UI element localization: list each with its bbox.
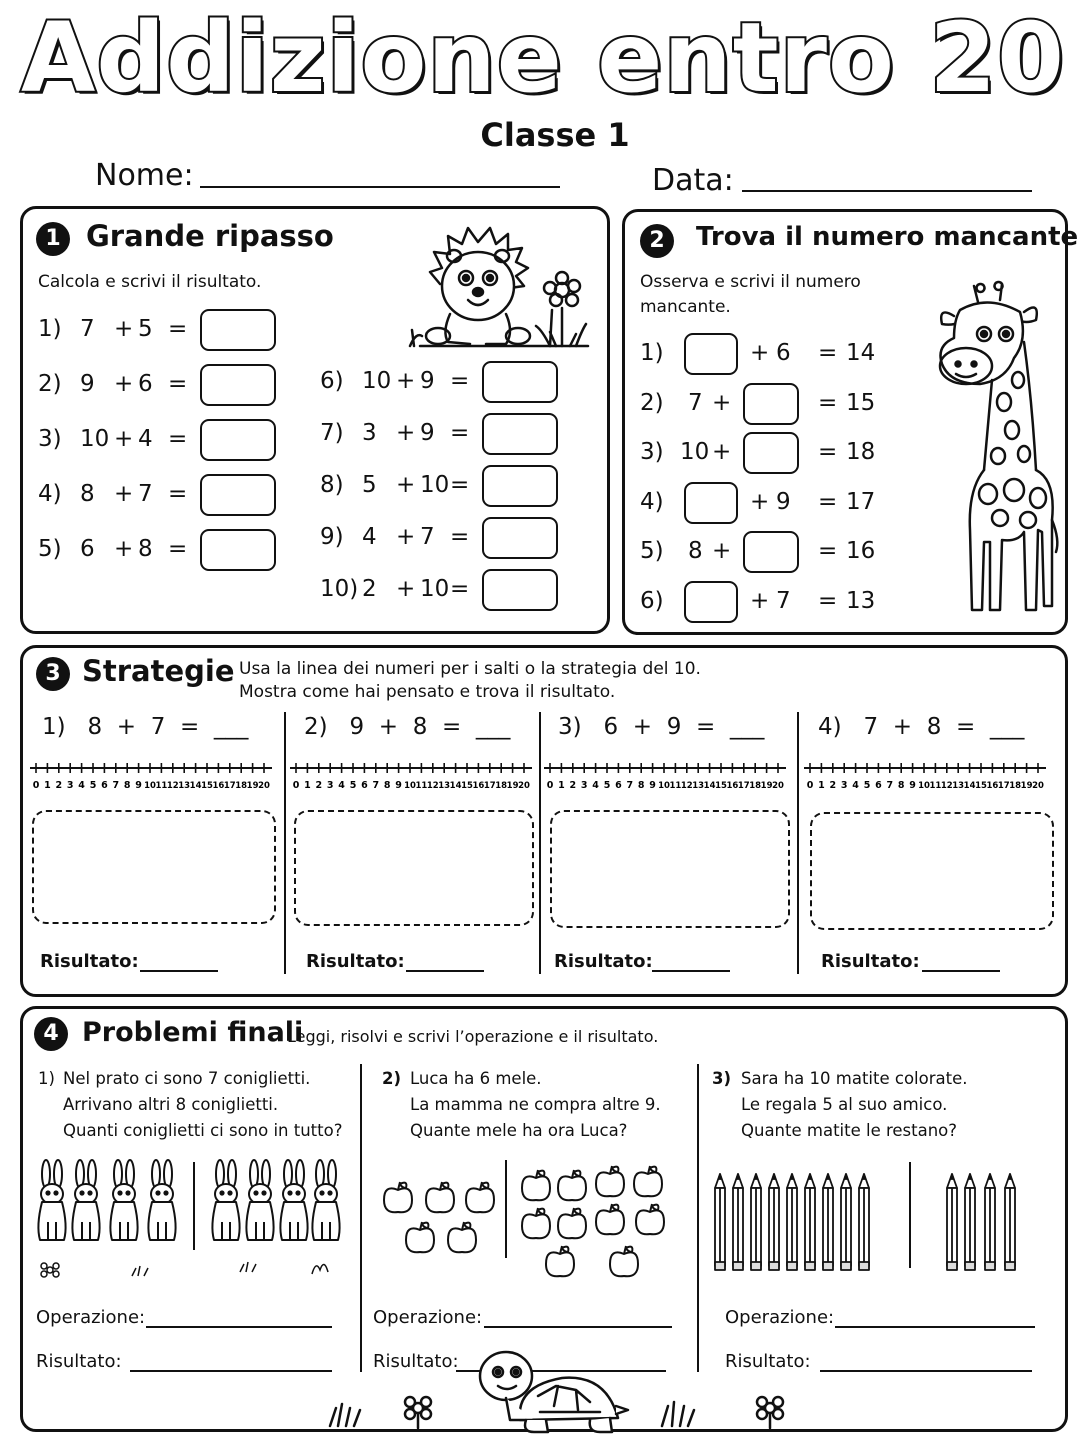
section-4-divider-2 <box>697 1064 699 1372</box>
number-line-label: 12 <box>940 781 953 791</box>
s1-equals-sign: = <box>450 420 470 446</box>
s1-addend-a: 2 <box>362 576 377 602</box>
s3-exercise-label: 2) 9 + 8 = ___ <box>304 714 511 740</box>
name-label: Nome: <box>95 158 194 193</box>
s3-column-divider <box>284 712 286 974</box>
section-4-title: Problemi finali <box>82 1017 304 1048</box>
number-line-label: 14 <box>189 781 202 791</box>
s2-plus-sign: + <box>750 340 770 366</box>
s1-answer-box[interactable] <box>200 309 276 351</box>
number-line-label: 1 <box>304 780 311 791</box>
s2-addend-a: 7 <box>688 389 703 416</box>
number-line-label: 6 <box>615 780 622 791</box>
s2-addend-b: 9 <box>776 488 791 515</box>
s2-plus-sign: + <box>712 389 732 416</box>
number-line-label: 10 <box>144 781 156 791</box>
number-line-label: 0 <box>806 780 814 791</box>
s3-result-label: Risultato: <box>821 951 920 972</box>
s3-result-field[interactable] <box>652 970 730 972</box>
s4-problem-number: 3) <box>712 1069 732 1088</box>
name-field[interactable] <box>200 186 560 188</box>
worksheet-title: Addizione entro 20 <box>21 2 1065 114</box>
number-line-label: 19 <box>760 781 773 791</box>
s1-addend-b: 8 <box>138 536 153 562</box>
s1-addend-a: 10 <box>80 426 110 452</box>
pencils-illustration <box>706 1160 1046 1270</box>
s4-problem-text: Le regala 5 al suo amico. <box>741 1095 948 1114</box>
number-line-label: 13 <box>178 781 191 791</box>
number-line-label: 0 <box>32 780 40 791</box>
s1-answer-box[interactable] <box>200 529 276 571</box>
s1-answer-box[interactable] <box>482 465 558 507</box>
section-1-instruction: Calcola e scrivi il risultato. <box>38 272 262 292</box>
s1-equals-sign: = <box>168 371 188 397</box>
s3-column-divider <box>539 712 541 974</box>
s2-exercise-number: 3) <box>640 439 664 466</box>
s2-addend-b: 6 <box>776 340 791 366</box>
number-line-label: 15 <box>975 781 987 791</box>
apples-illustration <box>372 1158 682 1282</box>
s1-plus-sign: + <box>114 316 134 342</box>
section-4-divider-1 <box>360 1064 362 1372</box>
section-1-title: Grande ripasso <box>86 219 334 253</box>
section-2-instruction-line1: Osserva e scrivi il numero <box>640 272 861 292</box>
number-line-label: 5 <box>603 780 611 791</box>
section-2-badge: 2 <box>640 224 674 258</box>
s1-answer-box[interactable] <box>482 569 558 611</box>
s2-exercise-number: 5) <box>640 538 664 565</box>
s1-plus-sign: + <box>396 472 416 498</box>
s2-exercise-row <box>640 482 900 522</box>
s4-operation-field[interactable] <box>146 1326 332 1328</box>
s3-result-field[interactable] <box>922 970 1000 972</box>
s2-equals-sign: = <box>818 439 838 466</box>
section-3-badge: 3 <box>36 657 70 691</box>
s2-result: 16 <box>846 538 876 565</box>
s4-result-label: Risultato: <box>373 1351 459 1372</box>
s2-result: 14 <box>846 340 876 366</box>
number-line-label: 13 <box>438 781 451 791</box>
s4-operation-label: Operazione: <box>725 1307 835 1328</box>
number-line-label: 19 <box>1020 781 1033 791</box>
number-line-label: 18 <box>235 781 248 791</box>
number-line-label: 0 <box>546 780 554 791</box>
number-line-label: 0 <box>292 780 300 791</box>
s2-exercise-number: 1) <box>640 340 664 366</box>
s3-work-area[interactable] <box>294 810 534 926</box>
number-line-label: 4 <box>592 780 599 791</box>
number-line-label: 2 <box>315 780 323 791</box>
number-line-label: 8 <box>383 780 391 791</box>
giraffe-illustration <box>928 280 1058 620</box>
number-line-label: 13 <box>952 781 965 791</box>
number-line-label: 10 <box>918 781 930 791</box>
s4-operation-label: Operazione: <box>36 1307 146 1328</box>
s2-exercise-row <box>640 581 900 621</box>
s1-addend-a: 5 <box>362 472 377 498</box>
s4-problem-text: Nel prato ci sono 7 coniglietti. <box>63 1069 311 1088</box>
s3-work-area[interactable] <box>810 812 1054 930</box>
s1-equals-sign: = <box>450 368 470 394</box>
number-line-label: 15 <box>461 781 473 791</box>
number-line-label: 3 <box>840 780 848 791</box>
section-3-instruction-line2: Mostra come hai pensato e trova il risultato. <box>239 682 616 702</box>
s1-answer-box[interactable] <box>200 419 276 461</box>
s4-operation-field[interactable] <box>835 1326 1035 1328</box>
s1-plus-sign: + <box>396 420 416 446</box>
number-line-label: 4 <box>852 780 859 791</box>
s2-result: 17 <box>846 488 876 515</box>
number-line-label: 11 <box>155 781 168 791</box>
date-field[interactable] <box>742 190 1032 192</box>
s1-addend-b: 10 <box>420 576 450 602</box>
worksheet-subtitle: Classe 1 <box>480 116 630 154</box>
number-line-label: 5 <box>349 780 357 791</box>
number-line-label: 5 <box>89 780 97 791</box>
s1-addend-b: 4 <box>138 426 153 452</box>
number-line-label: 13 <box>692 781 705 791</box>
s2-equals-sign: = <box>818 488 838 515</box>
number-line-label: 2 <box>569 780 577 791</box>
number-line-label: 8 <box>123 780 131 791</box>
number-line-label: 3 <box>580 780 588 791</box>
s3-number-line <box>808 760 1042 792</box>
s1-addend-a: 8 <box>80 481 95 507</box>
s3-exercise-label: 4) 7 + 8 = ___ <box>818 714 1025 740</box>
s4-problem-text: La mamma ne compra altre 9. <box>410 1095 661 1114</box>
number-line-label: 8 <box>637 780 645 791</box>
number-line-label: 7 <box>626 780 634 791</box>
s4-problem-text: Arrivano altri 8 coniglietti. <box>63 1095 279 1114</box>
s1-answer-box[interactable] <box>482 517 558 559</box>
number-line-label: 17 <box>483 781 496 791</box>
number-line-label: 12 <box>426 781 439 791</box>
number-line-label: 16 <box>212 781 225 791</box>
s4-problem-number: 1) <box>38 1069 55 1088</box>
number-line-label: 18 <box>1009 781 1022 791</box>
number-line-label: 16 <box>986 781 999 791</box>
number-line-label: 15 <box>201 781 213 791</box>
s1-plus-sign: + <box>396 524 416 550</box>
s1-plus-sign: + <box>396 576 416 602</box>
rabbits-illustration <box>30 1160 350 1280</box>
s3-number-line <box>34 760 268 792</box>
s2-result: 15 <box>846 389 876 416</box>
s1-addend-a: 7 <box>80 316 95 342</box>
s1-addend-b: 10 <box>420 472 450 498</box>
s1-equals-sign: = <box>450 472 470 498</box>
section-1-badge: 1 <box>36 222 70 256</box>
s2-equals-sign: = <box>818 588 838 614</box>
s1-addend-a: 9 <box>80 371 95 397</box>
s4-problem-text: Quante matite le restano? <box>741 1121 958 1140</box>
number-line-label: 9 <box>909 780 916 791</box>
s4-problem-text: Quanti coniglietti ci sono in tutto? <box>63 1121 343 1140</box>
s2-plus-sign: + <box>712 439 732 466</box>
number-line-label: 16 <box>726 781 739 791</box>
section-4-instruction: Leggi, risolvi e scrivi l’operazione e il risultato. <box>287 1027 659 1046</box>
number-line-label: 6 <box>361 780 368 791</box>
s4-result-field[interactable] <box>820 1370 1032 1372</box>
s1-addend-b: 5 <box>138 316 153 342</box>
section-3-instruction-line1: Usa la linea dei numeri per i salti o la strategia del 10. <box>239 659 701 679</box>
s3-exercise-label: 1) 8 + 7 = ___ <box>42 714 249 740</box>
s2-addend-a: 8 <box>688 538 703 565</box>
s1-exercise-number: 10) <box>320 576 359 602</box>
number-line-label: 16 <box>472 781 485 791</box>
number-line-label: 8 <box>897 780 905 791</box>
number-line-label: 3 <box>66 780 74 791</box>
s1-exercise-number: 2) <box>38 371 62 397</box>
s1-plus-sign: + <box>114 426 134 452</box>
s1-addend-b: 6 <box>138 371 153 397</box>
number-line-label: 20 <box>772 781 784 791</box>
number-line-label: 2 <box>55 780 63 791</box>
number-line-label: 18 <box>749 781 762 791</box>
s1-addend-b: 7 <box>138 481 153 507</box>
s1-addend-a: 6 <box>80 536 95 562</box>
s1-exercise-number: 5) <box>38 536 62 562</box>
s2-exercise-number: 6) <box>640 588 664 614</box>
number-line-label: 14 <box>963 781 976 791</box>
s1-equals-sign: = <box>450 576 470 602</box>
s4-result-label: Risultato: <box>36 1351 122 1372</box>
section-3-title: Strategie <box>82 654 235 688</box>
number-line-label: 14 <box>703 781 716 791</box>
s3-result-field[interactable] <box>406 970 484 972</box>
s4-operation-field[interactable] <box>484 1326 672 1328</box>
number-line-label: 17 <box>223 781 236 791</box>
s4-problem-text: Sara ha 10 matite colorate. <box>741 1069 968 1088</box>
number-line-label: 15 <box>715 781 727 791</box>
s3-number-line <box>294 760 528 792</box>
number-line-label: 10 <box>658 781 670 791</box>
s1-equals-sign: = <box>450 524 470 550</box>
s2-exercise-number: 2) <box>640 389 664 416</box>
number-line-label: 19 <box>246 781 259 791</box>
number-line-label: 20 <box>518 781 530 791</box>
s3-result-field[interactable] <box>140 970 218 972</box>
number-line-label: 18 <box>495 781 508 791</box>
s2-equals-sign: = <box>818 538 838 565</box>
section-2-instruction-line2: mancante. <box>640 297 731 317</box>
number-line-label: 7 <box>372 780 380 791</box>
s3-exercise-label: 3) 6 + 9 = ___ <box>558 714 765 740</box>
s2-plus-sign: + <box>712 538 732 565</box>
s1-exercise-number: 6) <box>320 368 344 394</box>
s1-exercise-number: 8) <box>320 472 344 498</box>
number-line-label: 11 <box>415 781 428 791</box>
number-line-label: 4 <box>78 780 85 791</box>
s1-plus-sign: + <box>114 536 134 562</box>
s1-answer-box[interactable] <box>482 413 558 455</box>
number-line-label: 6 <box>875 780 882 791</box>
s4-problem-text: Quante mele ha ora Luca? <box>410 1121 628 1140</box>
number-line-label: 12 <box>680 781 693 791</box>
s4-problem-text: Luca ha 6 mele. <box>410 1069 542 1088</box>
number-line-label: 9 <box>649 780 656 791</box>
number-line-label: 1 <box>818 780 825 791</box>
s1-equals-sign: = <box>168 316 188 342</box>
turtle-illustration <box>310 1346 810 1438</box>
number-line-label: 11 <box>669 781 682 791</box>
s3-result-label: Risultato: <box>40 951 139 972</box>
date-label: Data: <box>652 163 734 198</box>
s3-work-area[interactable] <box>550 810 790 928</box>
section-4-badge: 4 <box>34 1017 68 1051</box>
number-line-label: 17 <box>737 781 750 791</box>
s1-addend-b: 9 <box>420 420 435 446</box>
s1-exercise-number: 9) <box>320 524 344 550</box>
number-line-label: 11 <box>929 781 942 791</box>
number-line-label: 10 <box>404 781 416 791</box>
s2-exercise-number: 4) <box>640 488 664 515</box>
hedgehog-illustration <box>400 214 596 354</box>
number-line-label: 20 <box>1032 781 1044 791</box>
s1-addend-b: 9 <box>420 368 435 394</box>
section-2-title: Trova il numero mancante <box>696 222 1079 252</box>
number-line-label: 5 <box>863 780 871 791</box>
number-line-label: 19 <box>506 781 519 791</box>
number-line-label: 6 <box>101 780 108 791</box>
s4-result-field[interactable] <box>130 1370 332 1372</box>
s2-result: 13 <box>846 588 876 614</box>
s1-exercise-number: 4) <box>38 481 62 507</box>
s1-plus-sign: + <box>114 481 134 507</box>
s1-exercise-number: 1) <box>38 316 62 342</box>
s1-equals-sign: = <box>168 426 188 452</box>
number-line-label: 9 <box>135 780 142 791</box>
s4-operation-label: Operazione: <box>373 1307 483 1328</box>
s3-result-label: Risultato: <box>554 951 653 972</box>
number-line-label: 7 <box>886 780 894 791</box>
s2-exercise-row <box>640 383 900 423</box>
s2-plus-sign: + <box>750 588 770 614</box>
number-line-label: 1 <box>44 780 51 791</box>
s2-exercise-row <box>640 432 900 472</box>
number-line-label: 9 <box>395 780 402 791</box>
s1-answer-box[interactable] <box>482 361 558 403</box>
s2-addend-a: 10 <box>680 439 710 466</box>
s2-exercise-row <box>640 531 900 571</box>
number-line-label: 2 <box>829 780 837 791</box>
s2-result: 18 <box>846 439 876 466</box>
s1-addend-a: 3 <box>362 420 377 446</box>
s4-result-label: Risultato: <box>725 1351 811 1372</box>
number-line-label: 14 <box>449 781 462 791</box>
s2-plus-sign: + <box>750 488 770 515</box>
s1-plus-sign: + <box>114 371 134 397</box>
number-line-label: 17 <box>997 781 1010 791</box>
s1-exercise-number: 7) <box>320 420 344 446</box>
s3-result-label: Risultato: <box>306 951 405 972</box>
number-line-label: 1 <box>558 780 565 791</box>
s3-number-line <box>548 760 782 792</box>
s1-equals-sign: = <box>168 481 188 507</box>
s2-exercise-row <box>640 333 900 373</box>
number-line-label: 7 <box>112 780 120 791</box>
s2-addend-b: 7 <box>776 588 791 614</box>
number-line-label: 4 <box>338 780 345 791</box>
s1-answer-box[interactable] <box>200 364 276 406</box>
s4-problem-number: 2) <box>382 1069 402 1088</box>
s1-plus-sign: + <box>396 368 416 394</box>
s2-equals-sign: = <box>818 389 838 416</box>
s1-addend-a: 4 <box>362 524 377 550</box>
number-line-label: 20 <box>258 781 270 791</box>
s1-answer-box[interactable] <box>200 474 276 516</box>
number-line-label: 3 <box>326 780 334 791</box>
s1-exercise-number: 3) <box>38 426 62 452</box>
s2-equals-sign: = <box>818 340 838 366</box>
s1-addend-a: 10 <box>362 368 392 394</box>
s3-column-divider <box>797 712 799 974</box>
number-line-label: 12 <box>166 781 179 791</box>
s1-addend-b: 7 <box>420 524 435 550</box>
s1-equals-sign: = <box>168 536 188 562</box>
s3-work-area[interactable] <box>32 810 276 924</box>
